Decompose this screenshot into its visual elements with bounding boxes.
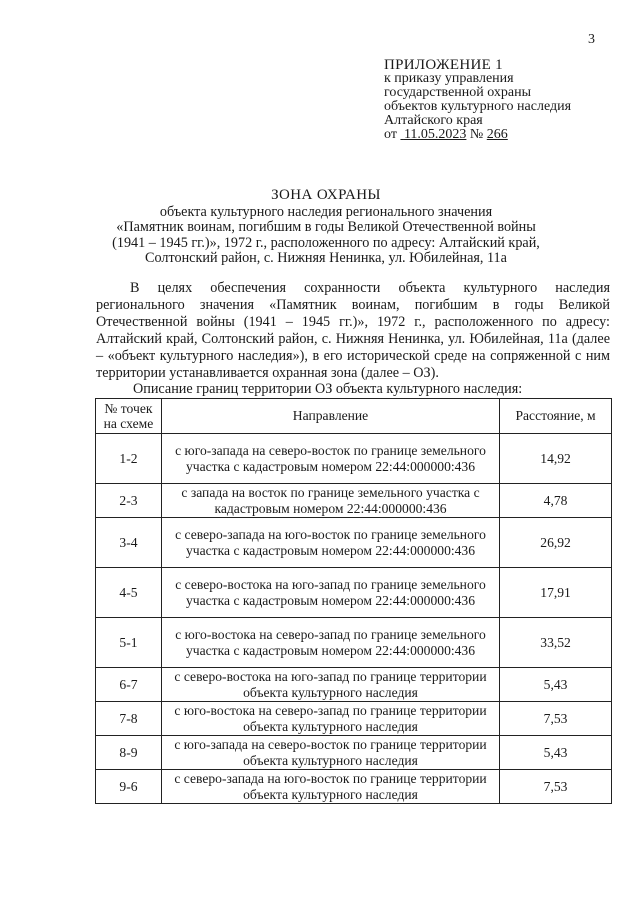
appendix-line: объектов культурного наследия <box>384 99 572 114</box>
cell-distance: 5,43 <box>500 736 612 770</box>
cell-points: 4-5 <box>96 568 162 618</box>
appendix-line: Алтайского края <box>384 113 483 128</box>
table-row <box>96 434 612 484</box>
header-direction: Направление <box>161 399 499 434</box>
cell-direction: с юго-запада на северо-восток по границе территории объекта культурного наследия <box>161 736 499 770</box>
title-line: объекта культурного наследия регионального значения <box>159 203 493 220</box>
cell-points: 7-8 <box>96 702 162 736</box>
title-line: Солтонский район, с. Нижняя Ненинка, ул. Юбилейная, 11а <box>145 250 507 266</box>
table-row <box>96 518 612 568</box>
date-prefix: от <box>384 127 397 142</box>
appendix-line: государственной охраны <box>384 85 532 100</box>
body-paragraph: В целях обеспечения сохранности объекта культурного наследия регионального значения «Памятник воинам, погибшим в годы Великой Отечественной войны (1941 – 1945 гг.)», 1972 г., расположенного по адресу: Алтайский край, Солтонский район, с. Нижняя Ненинка, ул. Юбилейная, 11а (далее – «объект культурного наследия»), в его исторической среде на сопряженной с ним территории устанавливается охранная зона (далее – ОЗ). <box>96 280 610 381</box>
cell-distance: 33,52 <box>500 618 612 668</box>
table-row <box>96 668 612 702</box>
boundaries-table <box>95 398 612 804</box>
cell-direction: с юго-запада на северо-восток по границе земельного участка с кадастровым номером 22:44:000000:436 <box>161 434 499 484</box>
order-date: 11.05.2023 <box>403 127 467 142</box>
cell-direction: с запада на восток по границе земельного участка с кадастровым номером 22:44:000000:436 <box>161 484 499 518</box>
table-row <box>96 736 612 770</box>
cell-points: 8-9 <box>96 736 162 770</box>
document-title <box>96 188 556 267</box>
cell-direction: с северо-запада на юго-восток по границе территории объекта культурного наследия <box>161 770 499 804</box>
page-number: 3 <box>588 32 595 47</box>
cell-points: 5-1 <box>96 618 162 668</box>
cell-distance: 14,92 <box>500 434 612 484</box>
cell-distance: 5,43 <box>500 668 612 702</box>
appendix-header <box>384 58 624 142</box>
cell-direction: с юго-востока на северо-запад по границе земельного участка с кадастровым номером 22:44:000000:436 <box>161 618 499 668</box>
header-distance: Расстояние, м <box>500 399 612 434</box>
zone-title: ЗОНА ОХРАНЫ <box>271 187 381 203</box>
table-row <box>96 702 612 736</box>
order-number: 266 <box>486 127 508 142</box>
cell-direction: с северо-востока на юго-запад по границе земельного участка с кадастровым номером 22:44:000000:436 <box>161 568 499 618</box>
table-row <box>96 568 612 618</box>
appendix-date-line <box>384 128 624 142</box>
appendix-line: к приказу управления <box>384 71 514 86</box>
cell-distance: 26,92 <box>500 518 612 568</box>
table-header-row <box>96 399 612 434</box>
cell-distance: 4,78 <box>500 484 612 518</box>
cell-points: 3-4 <box>96 518 162 568</box>
title-line: (1941 – 1945 гг.)», 1972 г., расположенного по адресу: Алтайский край, <box>112 234 540 251</box>
number-sign: № <box>469 127 484 142</box>
cell-direction: с северо-востока на юго-запад по границе территории объекта культурного наследия <box>161 668 499 702</box>
header-points: № точек на схеме <box>96 399 162 434</box>
cell-direction: с северо-запада на юго-восток по границе земельного участка с кадастровым номером 22:44:000000:436 <box>161 518 499 568</box>
cell-distance: 7,53 <box>500 770 612 804</box>
appendix-title: ПРИЛОЖЕНИЕ 1 <box>384 57 503 73</box>
table-row <box>96 484 612 518</box>
table-row <box>96 770 612 804</box>
title-line: «Памятник воинам, погибшим в годы Великой Отечественной войны <box>116 219 536 235</box>
cell-distance: 17,91 <box>500 568 612 618</box>
table-caption: Описание границ территории ОЗ объекта культурного наследия: <box>133 381 523 397</box>
cell-points: 9-6 <box>96 770 162 804</box>
table-row <box>96 618 612 668</box>
table-body <box>96 434 612 804</box>
cell-points: 2-3 <box>96 484 162 518</box>
cell-points: 1-2 <box>96 434 162 484</box>
cell-distance: 7,53 <box>500 702 612 736</box>
cell-points: 6-7 <box>96 668 162 702</box>
cell-direction: с юго-востока на северо-запад по границе территории объекта культурного наследия <box>161 702 499 736</box>
